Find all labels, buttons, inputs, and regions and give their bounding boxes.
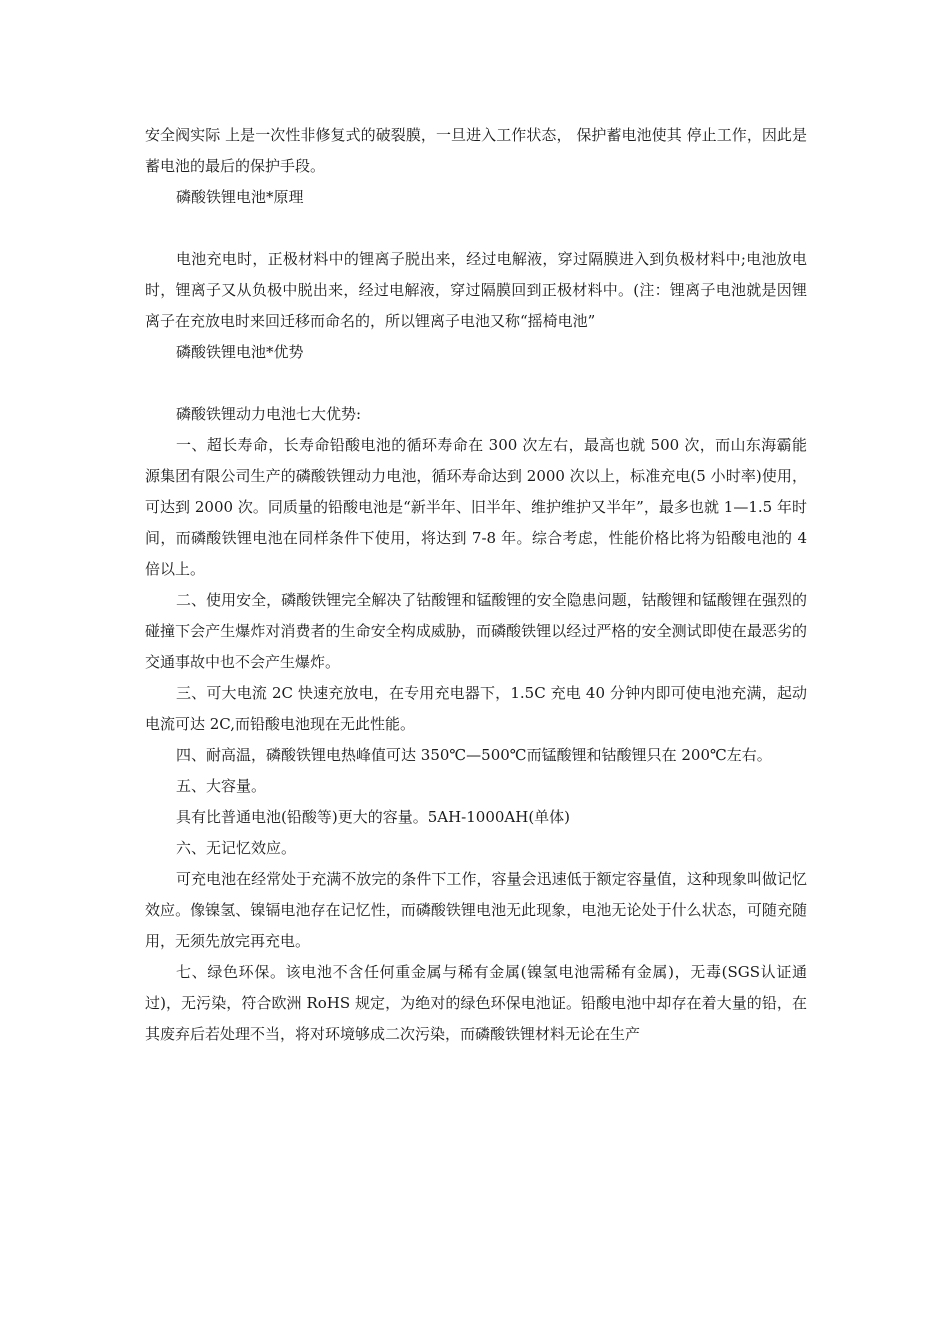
paragraph-safety-valve: 安全阀实际 上是一次性非修复式的破裂膜，一旦进入工作状态， 保护蓄电池使其 停止工作，因此是蓄电池的最后的保护手段。 [145,126,807,175]
heading-principle: 磷酸铁锂电池*原理 [176,188,304,206]
paragraph-advantage-4: 四、耐高温，磷酸铁锂电热峰值可达 350℃—500℃而锰酸锂和钴酸锂只在 200℃左右。 [176,746,772,764]
paragraph-advantage-5: 五、大容量。 [176,777,267,795]
document-page [145,120,807,1050]
paragraph-seven-advantages: 磷酸铁锂动力电池七大优势: [176,405,362,423]
paragraph-advantage-1: 一、超长寿命，长寿命铅酸电池的循环寿命在 300 次左右，最高也就 500 次，而山东海霸能源集团有限公司生产的磷酸铁锂动力电池，循环寿命达到 2000 次以上，标准充电(5 小时率)使用，可达到 2000 次。同质量的铅酸电池是“新半年、旧半年、维护维护又半年”，最多也就 1—1.5 年时间，而磷酸铁锂电池在同样条件下使用，将达到 7-8 年。综合考虑，性能价格比将为铅酸电池的 4 倍以上。 [145,436,807,578]
paragraph-principle: 电池充电时，正极材料中的锂离子脱出来，经过电解液，穿过隔膜进入到负极材料中;电池放电时，锂离子又从负极中脱出来，经过电解液，穿过隔膜回到正极材料中。(注：锂离子电池就是因锂离子在充放电时来回迁移而命名的，所以锂离子电池又称“摇椅电池” [145,250,807,330]
paragraph-advantage-6: 六、无记忆效应。 [176,839,297,857]
heading-advantages: 磷酸铁锂电池*优势 [176,343,304,361]
spacer [145,368,807,399]
paragraph-advantage-7: 七、绿色环保。该电池不含任何重金属与稀有金属(镍氢电池需稀有金属)，无毒(SGS认证通过)，无污染，符合欧洲 RoHS 规定，为绝对的绿色环保电池证。铅酸电池中却存在着大量的铅，在其废弃后若处理不当，将对环境够成二次污染，而磷酸铁锂材料无论在生产 [145,963,807,1043]
spacer [145,213,807,244]
paragraph-capacity-detail: 具有比普通电池(铅酸等)更大的容量。5AH-1000AH(单体) [176,808,571,826]
paragraph-advantage-2: 二、使用安全，磷酸铁锂完全解决了钴酸锂和锰酸锂的安全隐患问题，钴酸锂和锰酸锂在强烈的碰撞下会产生爆炸对消费者的生命安全构成威胁，而磷酸铁锂以经过严格的安全测试即使在最恶劣的交通事故中也不会产生爆炸。 [145,591,807,671]
paragraph-advantage-3: 三、可大电流 2C 快速充放电，在专用充电器下，1.5C 充电 40 分钟内即可使电池充满，起动电流可达 2C,而铅酸电池现在无此性能。 [145,684,807,733]
paragraph-memory-effect: 可充电池在经常处于充满不放完的条件下工作，容量会迅速低于额定容量值，这种现象叫做记忆效应。像镍氢、镍镉电池存在记忆性，而磷酸铁锂电池无此现象，电池无论处于什么状态，可随充随用，无须先放完再充电。 [145,870,807,950]
